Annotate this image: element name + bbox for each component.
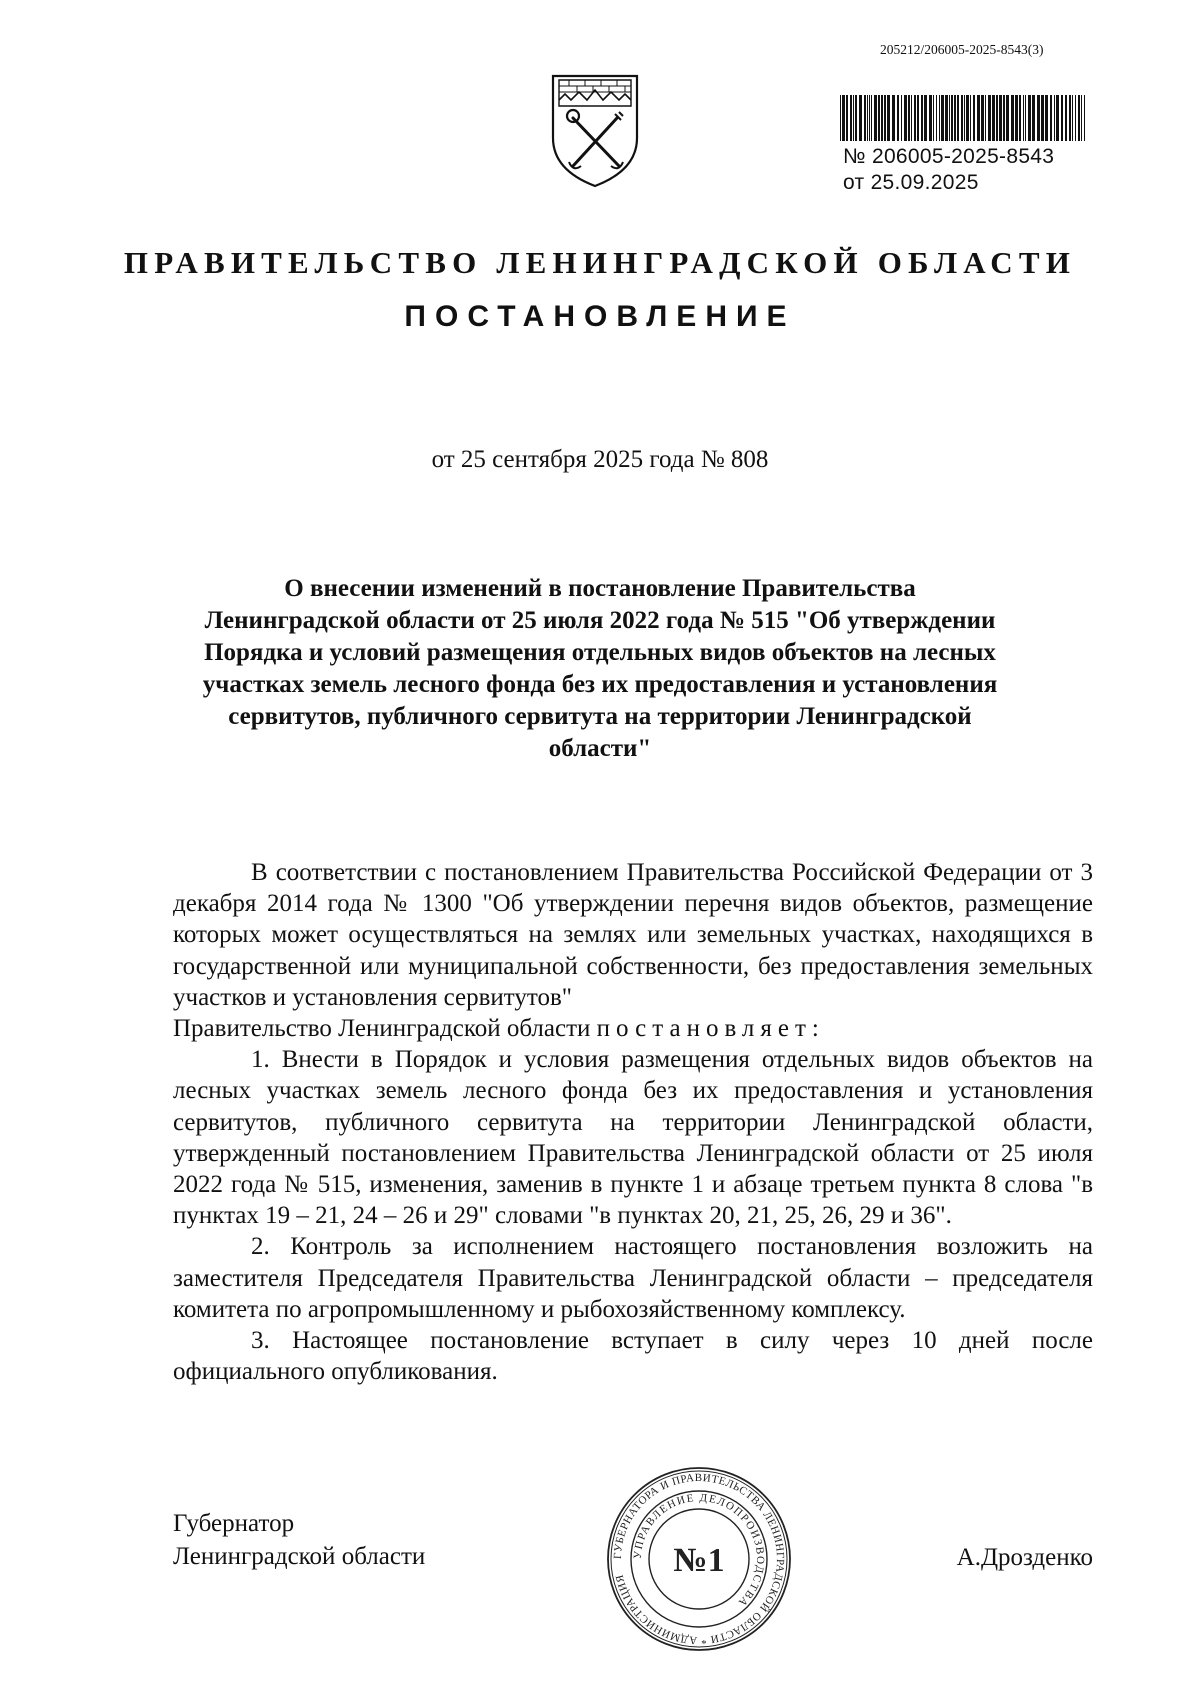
list-item: 2. Контроль за исполнением настоящего постановления возложить на заместителя Председателя Правительства Ленинградской области – председателя комитета по агропромышленному и рыбохозяйственному комплексу. — [173, 1233, 1093, 1323]
document-date-line: от 25 сентября 2025 года № 808 — [431, 446, 769, 473]
signer-position-line: Губернатор — [173, 1510, 295, 1537]
signer-position-line: Ленинградской области — [173, 1543, 426, 1570]
enacting-verb: постановляет: — [596, 1015, 825, 1043]
signer-position — [173, 1507, 425, 1573]
preamble-text: В соответствии с постановлением Правительства Российской Федерации от 3 декабря 2014 года № 1300 "Об утверждении перечня видов объектов, размещение которых может осуществляться на землях или земельных участках, находящихся в государственной или муниципальной собственности, без предоставления земельных участков и установления сервитутов" — [173, 859, 1093, 1011]
list-item: 3. Настоящее постановление вступает в силу через 10 дней после официального опубликования. — [173, 1327, 1093, 1386]
signer-name: А.Дрозденко — [956, 1544, 1093, 1571]
document-body — [173, 857, 1093, 1387]
preamble-paragraph — [173, 857, 1093, 1013]
document-type: ПОСТАНОВЛЕНИЕ — [404, 300, 796, 333]
organization-title: ПРАВИТЕЛЬСТВО ЛЕНИНГРАДСКОЙ ОБЛАСТИ — [123, 245, 1077, 280]
registration-date: от 25.09.2025 — [843, 171, 979, 194]
seal-center-number: №1 — [673, 1542, 725, 1579]
leningrad-oblast-coat-of-arms-icon — [545, 70, 645, 190]
enacting-clause — [173, 1013, 1093, 1044]
list-item: 1. Внести в Порядок и условия размещения отдельных видов объектов на лесных участках земель лесного фонда без их предоставления и установления сервитутов, публичного сервитута на территории Ленинградской области, утвержденный постановлением Правительства Ленинградской области от 25 июля 2022 года № 515, изменения, заменив в пункте 1 и абзаце третьем пункта 8 слова "в пунктах 19 – 21, 24 – 26 и 29" словами "в пунктах 20, 21, 25, 26, 29 и 36". — [173, 1046, 1093, 1230]
document-subject: О внесении изменений в постановление Правительства Ленинградской области от 25 июля 2022 года № 515 "Об утверждении Порядка и условий размещения отдельных видов объектов на лесных участках земель лесного фонда без их предоставления и установления сервитутов, публичного сервитута на территории Ленинградской области" — [202, 575, 998, 762]
barcode-icon — [840, 95, 1088, 141]
official-seal-stamp — [605, 1465, 793, 1653]
document-reference-number: 205212/206005-2025-8543(3) — [880, 42, 1044, 57]
seal-ring-text: УПРАВЛЕНИЕ ДЕЛОПРОИЗВОДСТВА — [631, 1491, 767, 1610]
seal-outer-text: ГУБЕРНАТОРА И ПРАВИТЕЛЬСТВА ЛЕНИНГРАДСКОЙ ОБЛАСТИ * АДМИНИСТРАЦИЯ — [611, 1471, 787, 1647]
enacting-subject: Правительство Ленинградской области — [173, 1015, 591, 1043]
registration-number: № 206005-2025-8543 — [843, 145, 1055, 168]
